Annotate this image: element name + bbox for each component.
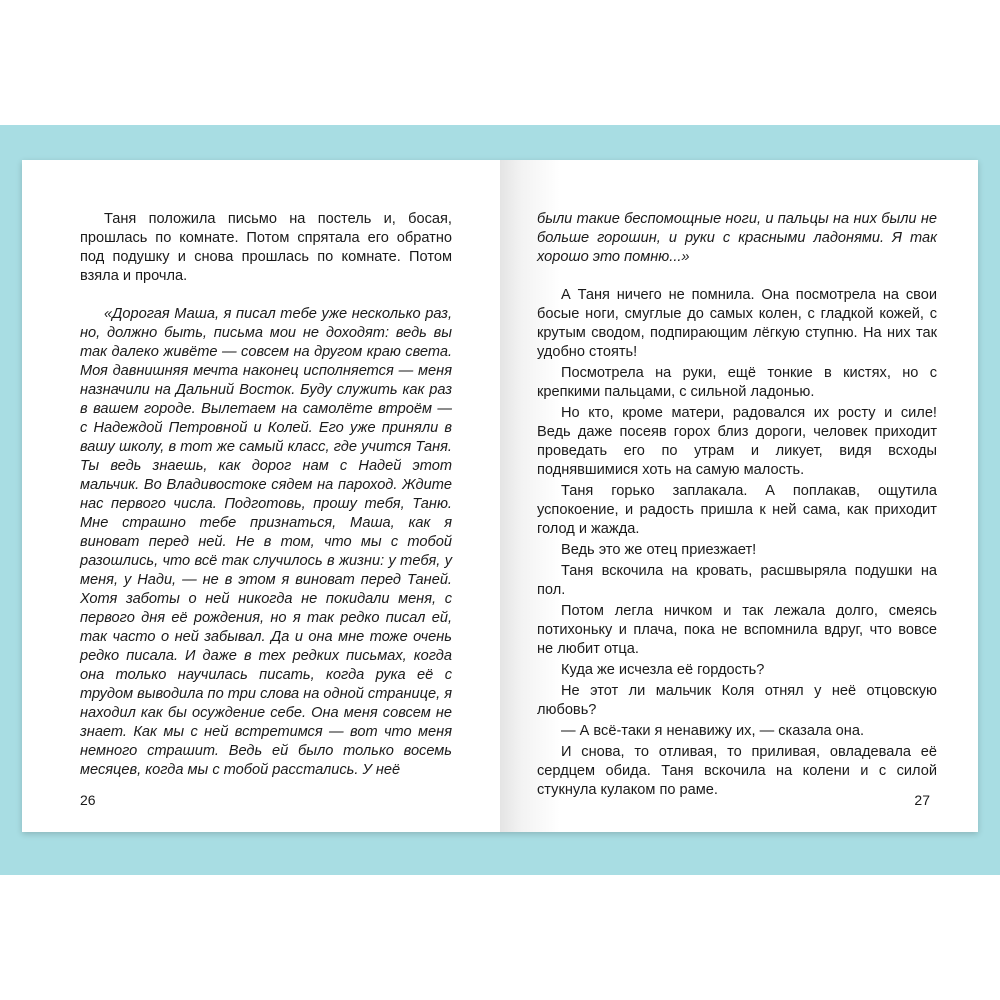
paragraph: Потом легла ничком и так лежала долго, смеясь потихоньку и плача, пока не вспомнила вдруг, что вовсе не любит отца. <box>537 603 937 657</box>
paragraph: Посмотрела на руки, ещё тонкие в кистях, но с крепкими пальцами, с сильной ладонью. <box>537 365 937 400</box>
open-book-spread <box>22 160 978 832</box>
paragraph: — А всё-таки я ненавижу их, — сказала она. <box>561 723 865 739</box>
right-page <box>500 160 978 832</box>
letter-paragraph: «Дорогая Маша, я писал тебе уже несколько раз, но, должно быть, письма мои не доходят: ведь вы так далеко живёте — совсем на другом краю света. Моя давнишняя мечта наконец исполняется — меня назначили на Дальний Восток. Буду служить как раз в вашем городе. Вылетаем на самолёте втроём — с Надеждой Петровной и Колей. Его уже приняли в вашу школу, в тот же самый класс, где учится Таня. Ты ведь знаешь, как дорог нам с Надей этот мальчик. Во Владивостоке сядем на пароход. Ждите нас первого числа. Подготовь, прошу тебя, Таню. Мне страшно тебе признаться, Маша, как я виноват перед ней. Не в том, что мы с тобой разошлись, что всё так случилось в жизни: у тебя, у меня, у Нади, — не в этом я виноват перед Таней. Хотя заботы о ней никогда не покидали меня, с первого дня её рождения, но я так редко писал ей, так часто о ней забывал. Да и она мне тоже очень редко писала. И даже в тех редких письмах, когда она только научилась писать, когда рука её с трудом выводила по три слова на одной странице, я находил как бы осуждение себе. Она меня совсем не знает. Как мы с ней встретимся — вот что меня немного страшит. Ведь ей было только восемь месяцев, когда мы с тобой расстались. У неё <box>80 306 452 778</box>
paragraph: И снова, то отливая, то приливая, овладевала её сердцем обида. Таня вскочила на колени и с силой стукнула кулаком по раме. <box>537 744 937 798</box>
paragraph: Но кто, кроме матери, радовался их росту и силе! Ведь даже посеяв горох близ дороги, человек приходит проведать его по утрам и ликует, видя всходы поднявшимися хоть на самую малость. <box>537 405 937 478</box>
paragraph: А Таня ничего не помнила. Она посмотрела на свои босые ноги, смуглые до самых колен, с гладкой кожей, с крутым сводом, подпирающим лёгкую ступню. На них так удобно стоять! <box>537 287 937 360</box>
letter-continuation: были такие беспомощные ноги, и пальцы на них были не больше горошин, и руки с красными ладонями. Я так хорошо это помню...» <box>537 211 937 265</box>
paragraph: Ведь это же отец приезжает! <box>561 542 757 558</box>
left-page-text <box>80 210 452 780</box>
paragraph: Не этот ли мальчик Коля отнял у неё отцовскую любовь? <box>537 683 937 718</box>
paragraph: Куда же исчезла её гордость? <box>561 662 765 678</box>
paragraph: Таня вскочила на кровать, расшвыряла подушки на пол. <box>537 563 937 598</box>
left-page <box>22 160 500 832</box>
right-page-text <box>537 210 937 800</box>
page-number-left: 26 <box>80 792 96 808</box>
page-number-right: 27 <box>914 792 930 808</box>
paragraph: Таня горько заплакала. А поплакав, ощутила успокоение, и радость пришла к ней сама, как приходит голод и жажда. <box>537 483 937 537</box>
paragraph: Таня положила письмо на постель и, босая, прошлась по комнате. Потом спрятала его обратно под подушку и снова прошлась по комнате. Потом взяла и прочла. <box>80 211 452 284</box>
